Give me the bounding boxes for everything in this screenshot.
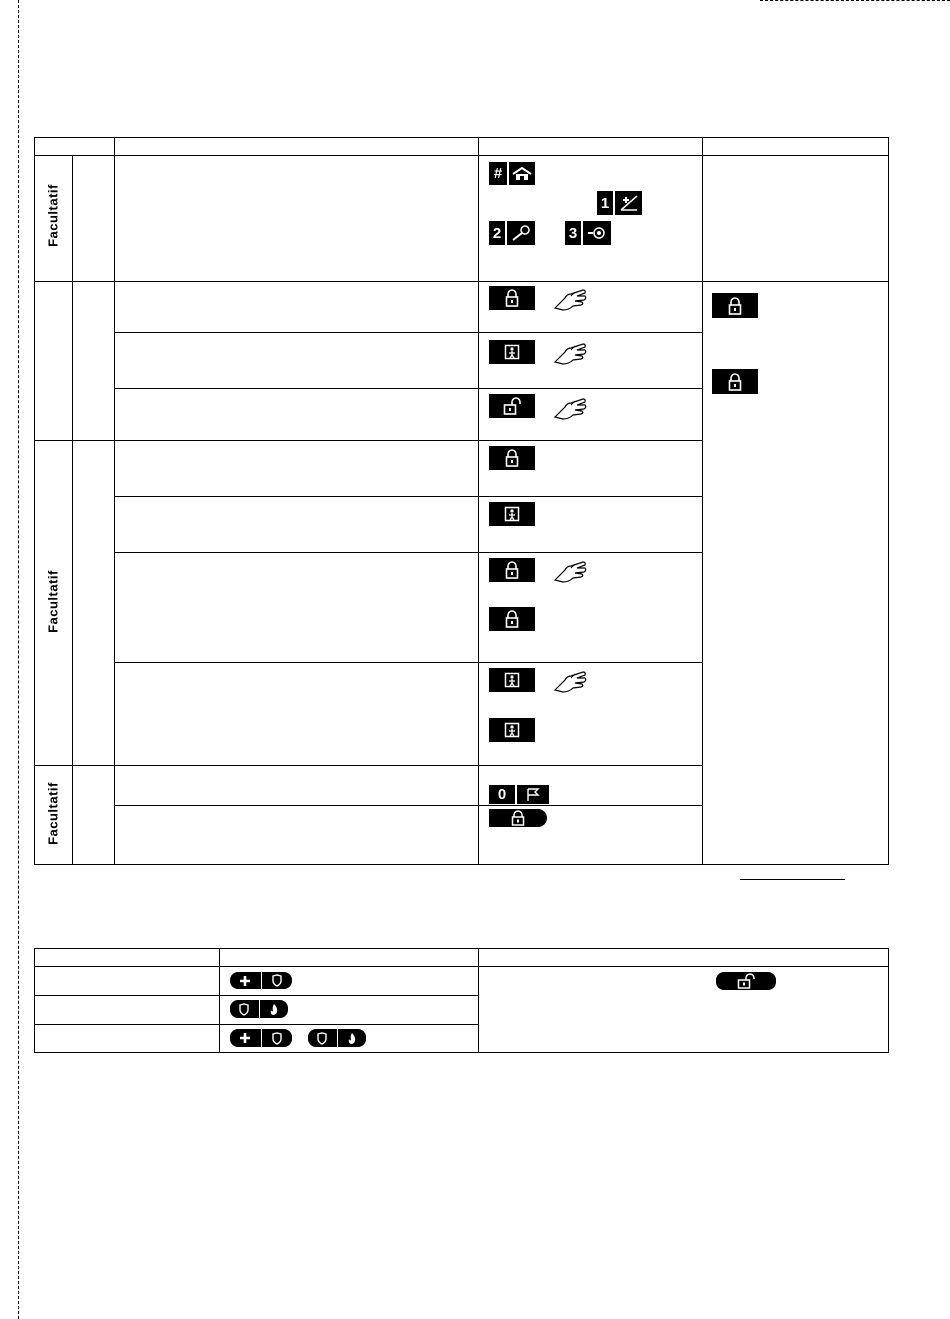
lock-key-icon (489, 446, 535, 470)
home-arm-key-icon (489, 340, 535, 364)
home-arm-key-icon (489, 668, 535, 692)
add-zone-key-icon (615, 191, 642, 215)
plus-shield-key-icon (230, 972, 292, 989)
cut-line-horizontal (760, 0, 950, 1)
flag-key-icon (517, 785, 549, 804)
key-remote-icon (507, 221, 535, 245)
lock-key-icon (712, 369, 758, 394)
shield-fire-key-icon (230, 1000, 288, 1018)
lock-key-icon (712, 293, 758, 318)
underline-mark (740, 879, 845, 880)
lock-pill-key-icon (489, 809, 547, 827)
lock-key-icon (489, 558, 535, 582)
hash-key-icon: # (489, 162, 507, 185)
hand-press-icon (553, 558, 589, 589)
key-1-icon: 1 (597, 191, 613, 215)
unlock-pill-key-icon (716, 972, 776, 990)
hand-press-icon (553, 395, 589, 426)
lock-key-icon (489, 286, 535, 310)
home-arm-key-icon (489, 718, 535, 742)
hand-press-icon (553, 340, 589, 371)
key-0-icon: 0 (489, 785, 515, 804)
optional-label-3: Facultatif (45, 782, 61, 845)
zone-key-icon (583, 221, 611, 245)
hand-press-icon (553, 286, 589, 317)
plus-shield-key-icon (230, 1029, 292, 1047)
home-key-icon (509, 162, 535, 185)
unlock-key-icon (489, 394, 535, 418)
optional-label-1: Facultatif (45, 184, 61, 247)
lock-key-icon (489, 607, 535, 631)
cut-line-vertical (18, 0, 19, 1319)
key-3-icon: 3 (565, 221, 581, 245)
hand-press-icon (553, 668, 589, 699)
home-arm-key-icon (489, 502, 535, 526)
shield-fire-key-icon (308, 1029, 366, 1047)
key-2-icon: 2 (489, 221, 505, 245)
optional-label-2: Facultatif (45, 570, 61, 633)
